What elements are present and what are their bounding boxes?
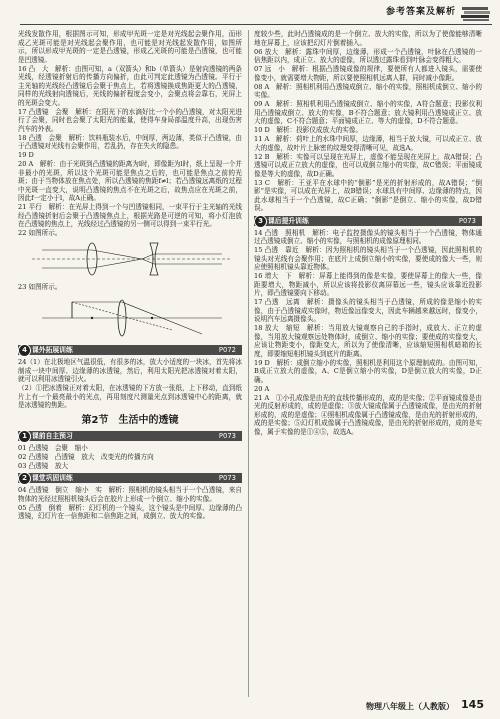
section-bar-label: 课外拓展训练	[32, 346, 73, 354]
answer-20: 20 A 解析：由于光斑到凸透镜的距离为l时，即像距为l时，纸上呈现一个并非最小的光斑，所以这个光斑可能是焦点之后的，也可能是焦点之前的光斑；由于当物体放在焦点处，所以凸透镜的焦距f≠l；若凸透镜远离纸的过程中光斑一直变大，说明凸透镜的焦点不在光斑之后，故焦点应在光斑之前，因此f一定小于l，故A正确。	[18, 160, 242, 202]
left-column	[18, 30, 242, 697]
section-number-badge: 4	[18, 344, 31, 357]
section-number-badge: 3	[254, 215, 267, 228]
section-page-code: P072	[218, 346, 236, 354]
answer-18: 18 放大 缩短 解析：当用放大镜观察自己的手指时，成放大、正立的虚像，当用放大镜观察远处物体时，成倒立、缩小的实像；要使成的实像变大，应该让物距变小，像距变大，所以为了使像清晰，应该缩短照相机暗箱的长度，即要缩短相机镜头到底片的距离。	[254, 324, 482, 358]
answer-14: 14 凸透 照相机 解析：电子监控摄像头的镜头相当于一个凸透镜，物体通过凸透镜成倒立、缩小的实像，与照相机的成像原理相同。	[254, 228, 482, 245]
answer-text: 光线发散作用，根据图示可知，形成甲光斑一定是对光线起会聚作用，而形成乙光斑可能是对光线起会聚作用，也可能是对光线起发散作用，如图所示，所以形成甲光斑的一定是凸透镜，形成乙光斑的可能是凸透镜，也可能是凹透镜。	[18, 30, 242, 64]
section-bar-preview	[18, 431, 242, 441]
page-footer	[0, 699, 500, 719]
answer-21: 21 平行 解析：在光屏上得到一个与凹透镜相同，一束平行于主光轴的光线经凸透镜折射后会聚于凸透镜焦点上，根据光路是可逆的可知，将小灯泡放在凸透镜的焦点上，光线经过凸透镜的另一侧可以得到一束平行光。	[18, 203, 242, 228]
section-number-badge: 1	[18, 430, 31, 443]
books-icon	[460, 4, 492, 22]
preview-02: 02 凸透镜 凸透镜 放大 改变光的传播方向	[18, 452, 154, 461]
answer-13: 13 C 解析：王亚平在水球中的“倒影”是光的折射形成的，故A错误；“倒影”是实像，可以成在光屏上，故B错误；水球具有中间厚、边缘薄的特点，因此水球相当于一个凸透镜，故C正确；“倒影”是倒立、缩小的实像，故D错误。	[254, 178, 482, 212]
page-header	[0, 0, 500, 24]
section-title: 第2节 生活中的透镜	[81, 414, 179, 426]
right-column	[254, 30, 482, 697]
answer-23: 23 如图所示。	[18, 282, 62, 291]
section-page-code: P073	[218, 474, 236, 482]
section-bar-label: 课后提升训练	[268, 216, 309, 225]
answer-12: 12 B 解析：实像可以呈现在光屏上，虚像不能呈现在光屏上，故A错误；凸透镜可以成正立放大的虚像，也可以成倒立缩小的实像，故C错误；平面镜成像是等大的虚像，故D正确。	[254, 152, 482, 178]
answer-06: 06 放大 解析：露珠中间厚，边缘薄，形成一个凸透镜，叶脉在凸透镜的一倍焦距以内，成正立、放大的虚像，所以透过露珠看到叶脉会变得粗大。	[254, 47, 482, 64]
answer-04: 04 凸透镜 倒立 缩小 实 解析：照相机的镜头相当于一个凸透镜，来自物体的光经过照相机镜头后会在胶片上形成一个倒立、缩小的实像。	[18, 486, 242, 503]
answer-08: 08 A 解析：照相机利用凸透镜成倒立、缩小的实像，照相机成倒立、缩小的实像。	[254, 82, 482, 99]
answer-text: 度较少些，此时凸透镜成的是一个倒立、放大的实像，所以为了使像能够清晰地在屏幕上，应该把幻灯片倒着插入。	[254, 30, 482, 47]
answer-16: 16 凸 大 解析：由图可知，a（双箭头）和b（单箭头）是射向透镜的两条光线，经透镜折射后的传播方向偏折，由此可判定此透镜为凸透镜。平行于主光轴的光线经凸透镜后会聚于焦点上，若将透镜换成焦距更大的凸透镜，同样的光线射向透镜后，光线的偏折程度会变小，会聚点将会靠右，光屏上的光斑会变大。	[18, 64, 242, 107]
page-number: 145	[461, 698, 484, 711]
section-bar-label: 课前自主预习	[32, 431, 73, 440]
section-page-code: P073	[218, 431, 236, 440]
answer-22: 22 如图所示。	[18, 229, 62, 237]
answer-19: 19 D 解析：成倒立缩小的实像，照相机是利用这个原理制成的。由图可知，B成正立放大的虚像，A、C是倒立缩小的实像，D是倒立放大的实像，D正确。	[254, 358, 482, 384]
answer-21: 21 A ①小孔成像是由光的直线传播形成的，成的是实像；②平面镜成像是由光的反射形成的，成的是虚像；③放大镜成像属于凸透镜成像，是由光的折射形成的，成的是虚像；④照相机成像属于凸透镜成像，是由光的折射形成的，成的是实像；⑤幻灯机成像属于凸透镜成像，是由光的折射形成的，成的是实像，属于实像的是①④⑤，故选A。	[254, 393, 482, 436]
answer-11: 11 A 解析：荷叶上的水珠中间厚，边缘薄，相当于放大镜，可以成正立、放大的虚像，故叶片上脉密的纹理变得清晰可见，故选A。	[254, 135, 482, 152]
answer-20: 20 A	[254, 384, 270, 393]
answer-18: 18 凸透 会聚 解析：饮料瓶装水后，中间厚，两边薄，类似于凸透镜，由于凸透镜对光线有会聚作用，若乱扔，存在失火的隐患。	[18, 133, 242, 150]
section-page-code: P073	[458, 216, 476, 225]
answer-15: 15 凸透 靠近 解析：因为照相机的镜头相当于一个凸透镜，因此照相机的镜头对光线有会聚作用；在底片上成倒立缩小的实像，要使成的像大一些，则应使照相机镜头靠近物体。	[254, 246, 482, 271]
answer-17: 17 凸透 远离 解析：摄像头的镜头相当于凸透镜，所成的像是缩小的实像，由于凸透镜成实像时，物近像远像变大，因此车辆越来越远时，像变小，说明汽车远离摄像头。	[254, 298, 482, 323]
answer-09: 09 A 解析：照相机利用凸透镜成倒立、缩小的实像，A符合题意；投影仪利用凸透镜成倒立、放大的实像，B不符合题意；放大镜利用凸透镜成正立、放大的虚像，C不符合题意；平面镜成正立、等大的虚像，D不符合题意。	[254, 100, 482, 125]
preview-01: 01 凸透镜 会聚 缩小	[18, 443, 88, 452]
section-number-badge: 2	[18, 472, 31, 485]
header-title: 参考答案及解析	[385, 7, 456, 17]
lens-ray-diagram-1	[32, 240, 232, 278]
answer-17: 17 凸透镜 会聚 解析：在阳光下的水滴好比一个小的凸透镜，对太阳光进行了会聚，同时也会聚了太阳光的能量，使得车身局部温度升高，出现伤害汽车的外表。	[18, 107, 242, 133]
footer-book-title: 物理八年级上（人教版）	[366, 702, 454, 711]
answer-24b: （2）①把冰透镜正对着太阳，在冰透镜的下方放一张纸，上下移动，直到纸片上有一个最亮最小的光点，再用刻度尺测量光点到冰透镜中心的距离，就是冰透镜的焦距。	[18, 384, 242, 409]
answer-07: 07 远 小 解析：根据凸透镜成像的规律，要使所有人都进入镜头，需要使像变小，就需要增大物距，所以要使照相机远离人群，同时减小像距。	[254, 65, 482, 82]
answer-16: 16 增大 下 解析：屏幕上能得到的像是实像，要使屏幕上的像大一些，像距要增大，物距减小，所以应该将投影仪离屏幕远一些，镜头应该靠近投影片，即凸透镜要向下移动。	[254, 272, 482, 297]
header-rule	[20, 24, 492, 25]
section-bar-homework	[254, 216, 482, 226]
lens-ray-diagram-2	[32, 294, 232, 338]
answer-10: 10 D 解析：投影仪成放大的实像。	[254, 126, 363, 134]
section-bar-extension	[18, 345, 242, 355]
answer-05: 05 凸透 倒着 解析：幻灯机的一个镜头，这个镜头是中间厚、边缘薄的凸透镜，幻灯片在一倍焦距和二倍焦距之间，成倒立、放大的实像。	[18, 503, 242, 520]
column-divider	[248, 30, 249, 697]
section-bar-label: 课堂巩固训练	[32, 474, 73, 482]
answer-19: 19 D	[18, 151, 34, 159]
section-bar-classroom	[18, 473, 242, 483]
preview-03: 03 凸透镜 放大	[18, 461, 69, 470]
answer-24a: 24（1）在北极地区气温很低，有很多的冰，放大小适度的一块冰，首先将冰制成一块中间厚、边缘薄的冰透镜，然后，利用太阳光把冰透镜对着太阳，就可以利用冰透镜引火。	[18, 358, 242, 383]
